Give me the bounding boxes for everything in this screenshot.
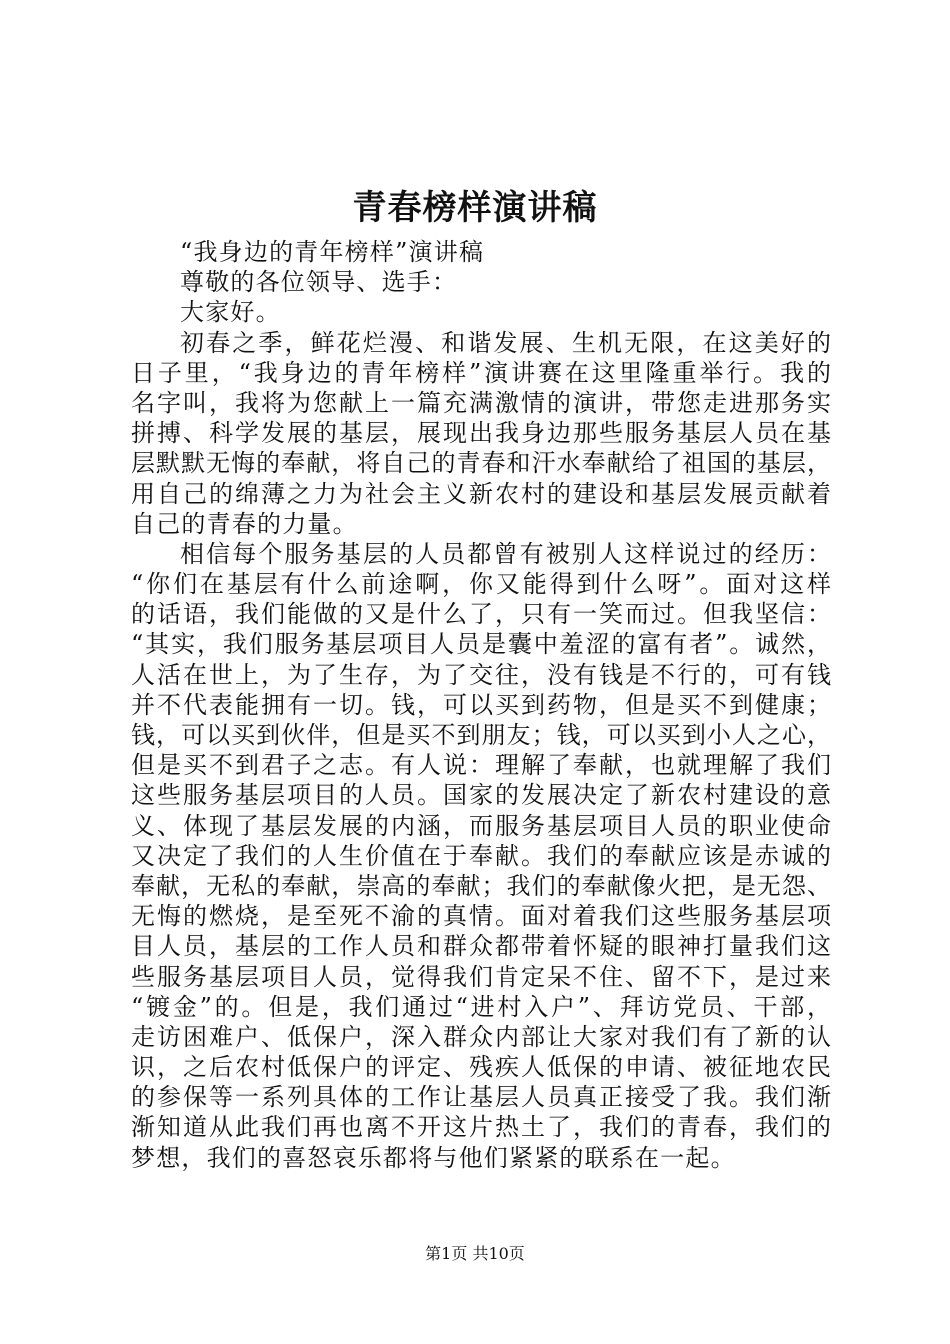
- text-line: 无悔的燃烧，是至死不渝的真情。面对着我们这些服务基层项: [131, 902, 831, 931]
- text-line: 些服务基层项目人员，觉得我们肯定呆不住、留不下，是过来: [131, 962, 831, 991]
- text-line: 奉献，无私的奉献，崇高的奉献；我们的奉献像火把，是无怨、: [131, 871, 831, 900]
- text-line: “镀金”的。但是，我们通过“进村入户”、拜访党员、干部，: [131, 992, 831, 1021]
- text-line: 渐知道从此我们再也离不开这片热土了，我们的青春，我们的: [131, 1113, 831, 1142]
- text-line: 自己的青春的力量。: [131, 509, 358, 538]
- text-line: 相信每个服务基层的人员都曾有被别人这样说过的经历：: [180, 539, 831, 568]
- text-line: 初春之季，鲜花烂漫、和谐发展、生机无限，在这美好的: [180, 328, 831, 357]
- text-line: “其实，我们服务基层项目人员是囊中羞涩的富有者”。诚然，: [131, 630, 831, 659]
- text-line: 识，之后农村低保户的评定、残疾人低保的申请、被征地农民: [131, 1053, 831, 1082]
- text-line: 但是买不到君子之志。有人说：理解了奉献，也就理解了我们: [131, 751, 831, 780]
- text-line: 人活在世上，为了生存，为了交往，没有钱是不行的，可有钱: [131, 660, 831, 689]
- text-line: 义、体现了基层发展的内涵，而服务基层项目人员的职业使命: [131, 811, 831, 840]
- page-footer: 第1页 共10页: [425, 1244, 525, 1263]
- text-line: 又决定了我们的人生价值在于奉献。我们的奉献应该是赤诚的: [131, 841, 831, 870]
- document-body: [131, 237, 831, 1173]
- text-line: 这些服务基层项目的人员。国家的发展决定了新农村建设的意: [131, 781, 831, 810]
- text-line: 层默默无悔的奉献，将自己的青春和汗水奉献给了祖国的基层，: [131, 449, 831, 478]
- text-line: 目人员，基层的工作人员和群众都带着怀疑的眼神打量我们这: [131, 932, 831, 961]
- text-line: 的话语，我们能做的又是什么了，只有一笑而过。但我坚信：: [131, 600, 831, 629]
- text-line: 梦想，我们的喜怒哀乐都将与他们紧紧的联系在一起。: [131, 1143, 736, 1172]
- text-line: 的参保等一系列具体的工作让基层人员真正接受了我。我们渐: [131, 1083, 831, 1112]
- text-line: 尊敬的各位领导、选手：: [180, 268, 458, 297]
- text-line: 大家好。: [180, 298, 281, 327]
- text-line: 日子里，“我身边的青年榜样”演讲赛在这里隆重举行。我的: [131, 358, 831, 387]
- text-line: 名字叫，我将为您献上一篇充满激情的演讲，带您走进那务实: [131, 388, 831, 417]
- text-line: “你们在基层有什么前途啊，你又能得到什么呀”。面对这样: [131, 570, 831, 599]
- text-line: 并不代表能拥有一切。钱，可以买到药物，但是买不到健康；: [131, 690, 831, 719]
- text-line: 拼搏、科学发展的基层，展现出我身边那些服务基层人员在基: [131, 419, 831, 448]
- document-title: 青春榜样演讲稿: [352, 188, 598, 228]
- text-line: 走访困难户、低保户，深入群众内部让大家对我们有了新的认: [131, 1022, 831, 1051]
- text-line: 钱，可以买到伙伴，但是买不到朋友；钱，可以买到小人之心，: [131, 721, 831, 749]
- text-line: 用自己的绵薄之力为社会主义新农村的建设和基层发展贡献着: [131, 479, 831, 508]
- text-line: “我身边的青年榜样”演讲稿: [180, 238, 485, 266]
